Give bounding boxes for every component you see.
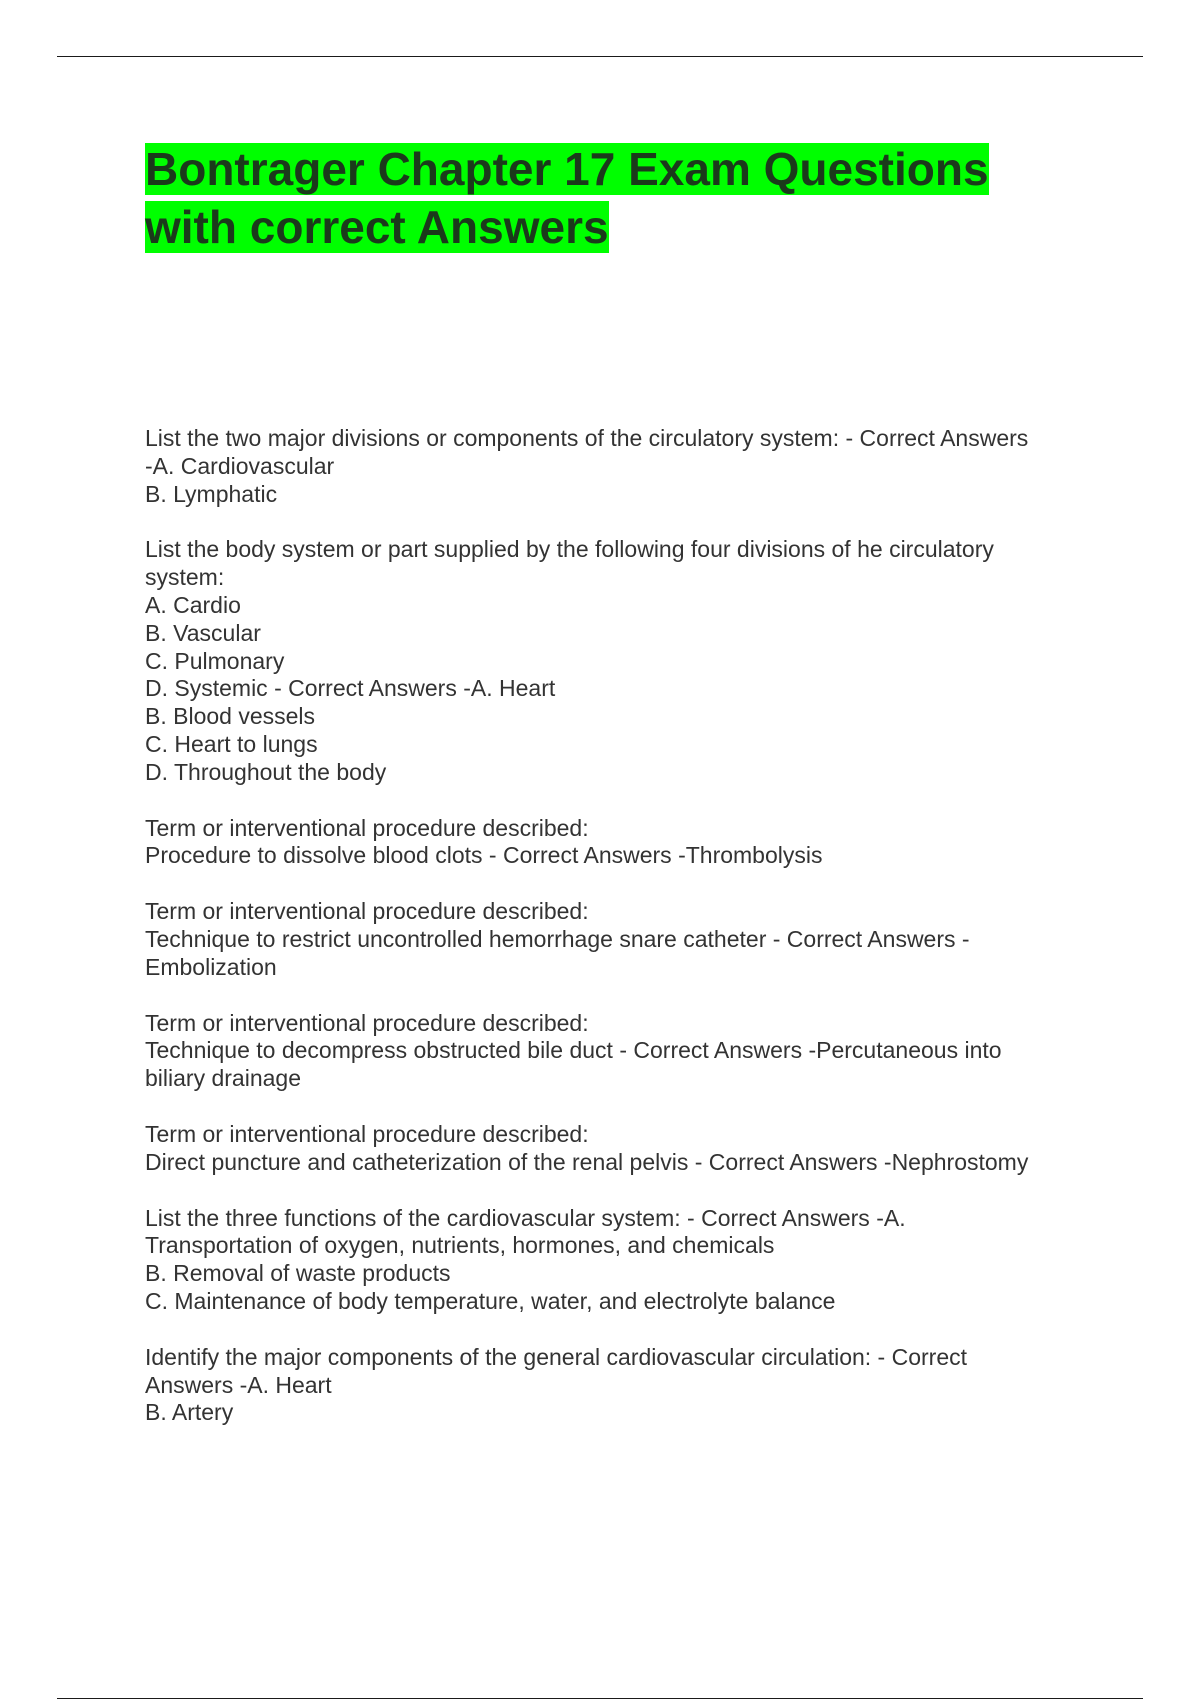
qa-line: Identify the major components of the general cardiovascular circulation: - Correct xyxy=(145,1343,968,1370)
qa-line: Term or interventional procedure described: xyxy=(145,814,589,841)
title-line-1: Bontrager Chapter 17 Exam Questions xyxy=(145,143,989,195)
qa-line: biliary drainage xyxy=(145,1065,301,1092)
qa-entry xyxy=(145,425,1085,508)
qa-line: List the body system or part supplied by the following four divisions of he circulatory xyxy=(145,536,994,563)
qa-line: Term or interventional procedure described: xyxy=(145,898,589,925)
qa-entry xyxy=(145,1205,1085,1316)
qa-line: List the three functions of the cardiovascular system: - Correct Answers -A. xyxy=(145,1204,906,1231)
qa-line: D. Systemic - Correct Answers -A. Heart xyxy=(145,675,556,702)
qa-line: Transportation of oxygen, nutrients, hormones, and chemicals xyxy=(145,1232,775,1259)
qa-entry xyxy=(145,536,1085,786)
qa-line: -A. Cardiovascular xyxy=(145,452,335,479)
qa-line: Embolization xyxy=(145,953,277,980)
title-line-2: with correct Answers xyxy=(145,201,609,253)
document-title xyxy=(145,140,1045,256)
qa-line: Term or interventional procedure described: xyxy=(145,1009,589,1036)
qa-line: Procedure to dissolve blood clots - Correct Answers -Thrombolysis xyxy=(145,842,823,869)
footer-rule xyxy=(57,1698,1143,1699)
title-highlight xyxy=(145,143,989,195)
qa-entry xyxy=(145,1344,1085,1427)
qa-line: C. Heart to lungs xyxy=(145,730,318,757)
qa-line: B. Artery xyxy=(145,1399,234,1426)
qa-entry xyxy=(145,815,1085,871)
qa-line: Answers -A. Heart xyxy=(145,1371,332,1398)
qa-line: A. Cardio xyxy=(145,591,241,618)
qa-entry xyxy=(145,1010,1085,1093)
qa-line: List the two major divisions or components of the circulatory system: - Correct Answers xyxy=(145,425,1029,451)
qa-line: Term or interventional procedure described: xyxy=(145,1120,589,1147)
qa-entry xyxy=(145,1121,1085,1177)
qa-line: B. Lymphatic xyxy=(145,480,278,507)
qa-line: C. Pulmonary xyxy=(145,647,285,674)
qa-line: Direct puncture and catheterization of the renal pelvis - Correct Answers -Nephrostomy xyxy=(145,1148,1029,1175)
qa-line: D. Throughout the body xyxy=(145,758,387,785)
qa-line: Technique to decompress obstructed bile duct - Correct Answers -Percutaneous into xyxy=(145,1037,1002,1064)
question-list xyxy=(145,425,1085,1455)
qa-line: system: xyxy=(145,564,225,591)
qa-entry xyxy=(145,898,1085,981)
qa-line: B. Blood vessels xyxy=(145,703,316,730)
title-highlight xyxy=(145,201,609,253)
qa-line: Technique to restrict uncontrolled hemorrhage snare catheter - Correct Answers - xyxy=(145,925,970,952)
qa-line: C. Maintenance of body temperature, water, and electrolyte balance xyxy=(145,1287,836,1314)
qa-line: B. Removal of waste products xyxy=(145,1260,451,1287)
header-rule xyxy=(57,56,1143,57)
qa-line: B. Vascular xyxy=(145,619,261,646)
